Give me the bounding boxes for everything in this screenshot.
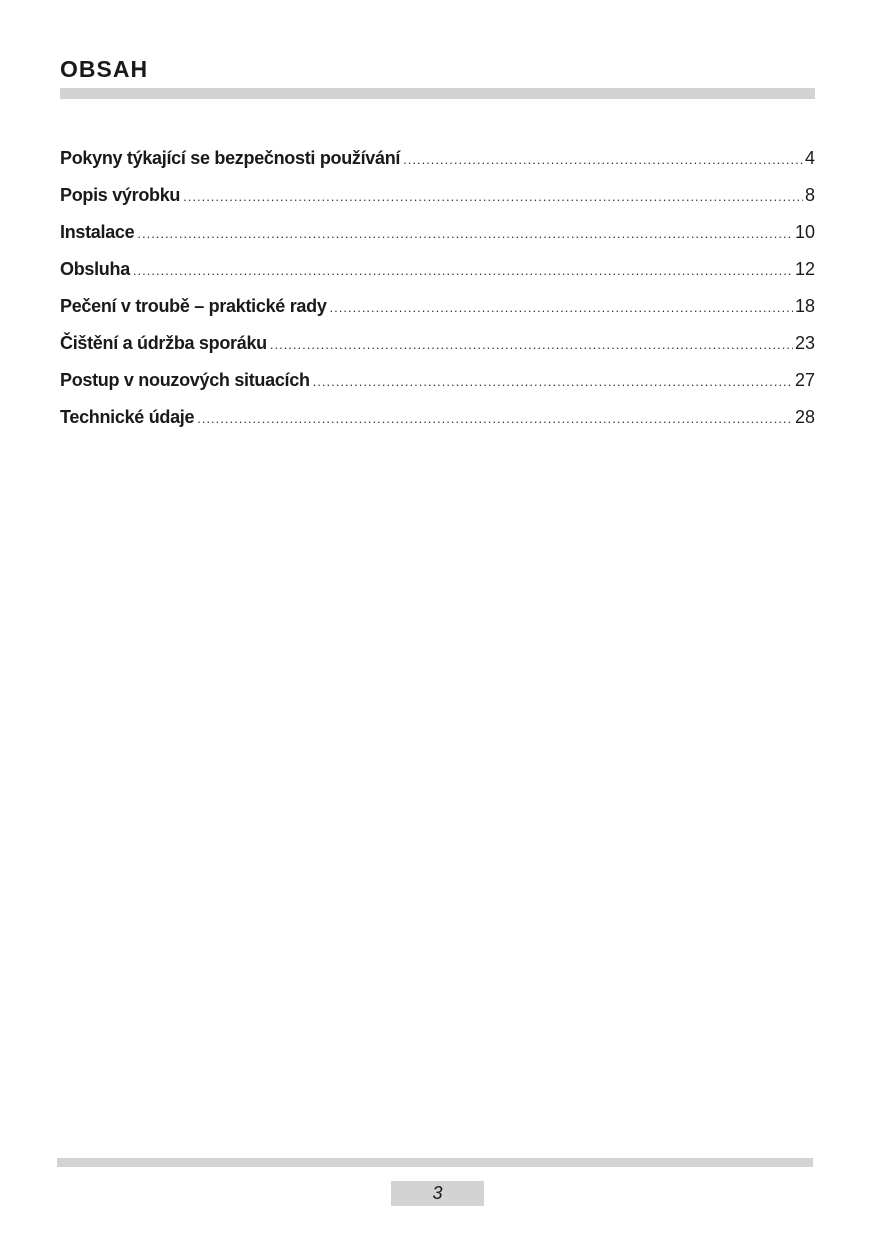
toc-entry-page: 4 xyxy=(804,148,815,168)
table-of-contents xyxy=(60,146,815,442)
header-divider xyxy=(60,88,815,99)
toc-leader-dots xyxy=(133,259,793,283)
toc-leader-dots xyxy=(313,370,793,394)
toc-entry-title: Pečení v troubě – praktické rady xyxy=(60,296,327,316)
toc-entry-title: Technické údaje xyxy=(60,407,195,427)
toc-leader-dots xyxy=(403,148,803,172)
toc-entry-title: Obsluha xyxy=(60,259,130,279)
toc-leader-dots xyxy=(330,296,793,320)
toc-leader-dots xyxy=(137,222,793,246)
toc-entry-safety[interactable] xyxy=(60,146,815,183)
toc-entry-page: 28 xyxy=(794,407,815,427)
toc-entry-emergency[interactable] xyxy=(60,368,815,405)
toc-entry-page: 23 xyxy=(794,333,815,353)
toc-leader-dots xyxy=(183,185,803,209)
page-number: 3 xyxy=(391,1181,484,1206)
toc-entry-title: Postup v nouzových situacích xyxy=(60,370,310,390)
toc-entry-title: Popis výrobku xyxy=(60,185,181,205)
toc-entry-page: 12 xyxy=(794,259,815,279)
footer-divider xyxy=(57,1158,813,1167)
page-title: OBSAH xyxy=(60,56,149,82)
toc-entry-operation[interactable] xyxy=(60,257,815,294)
toc-entry-installation[interactable] xyxy=(60,220,815,257)
toc-entry-technical-data[interactable] xyxy=(60,405,815,442)
toc-leader-dots xyxy=(197,407,793,431)
toc-leader-dots xyxy=(270,333,793,357)
toc-entry-title: Pokyny týkající se bezpečnosti používání xyxy=(60,148,401,168)
toc-entry-cleaning[interactable] xyxy=(60,331,815,368)
toc-entry-title: Instalace xyxy=(60,222,135,242)
toc-entry-page: 8 xyxy=(804,185,815,205)
toc-entry-baking-tips[interactable] xyxy=(60,294,815,331)
toc-entry-title: Čištění a údržba sporáku xyxy=(60,333,267,353)
toc-entry-page: 27 xyxy=(794,370,815,390)
toc-entry-product-description[interactable] xyxy=(60,183,815,220)
toc-entry-page: 18 xyxy=(794,296,815,316)
toc-entry-page: 10 xyxy=(794,222,815,242)
